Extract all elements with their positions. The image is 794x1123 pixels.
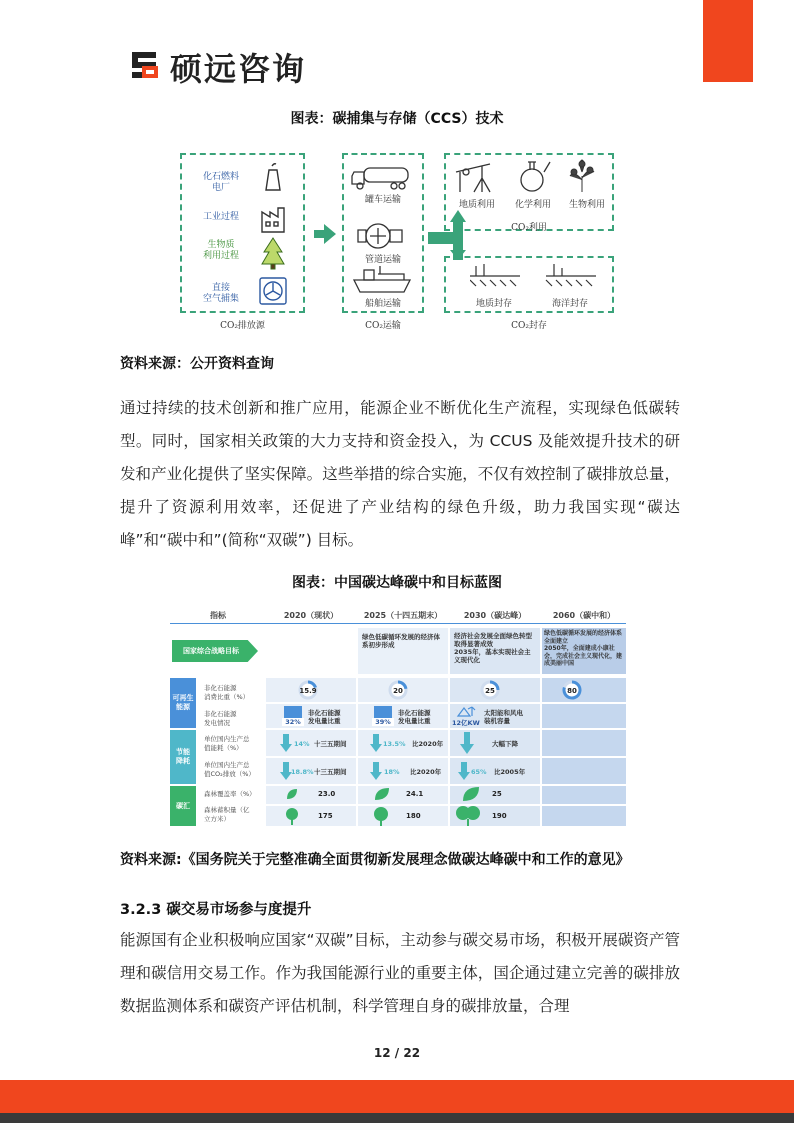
figure2-caption: 图表：中国碳达峰碳中和目标蓝图 xyxy=(292,575,502,591)
oil-pump-icon xyxy=(456,164,490,192)
figure1-caption: 图表：碳捕集与存储（CCS）技术 xyxy=(290,111,504,127)
factory-icon xyxy=(262,208,284,232)
row2-2025-text: 非化石能源 发电量比重 xyxy=(398,709,431,725)
row2-2020-text: 非化石能源 发电量比重 xyxy=(308,709,341,725)
utilization-label: CO₂利用 xyxy=(511,223,547,233)
emission-sources-label: CO₂排放源 xyxy=(220,321,265,331)
strategy-2060: 绿色低碳循环发展的经济体系全面建立 2050年，全面建成小康社会，完成社会主义现代化，建成美丽中国 xyxy=(544,630,623,667)
page-number: 12 / 22 xyxy=(373,1046,421,1060)
strategy-2030: 经济社会发展全面绿色转型取得显著成效 2035年，基本实现社会主义现代化 xyxy=(454,632,532,664)
storage-label: CO₂封存 xyxy=(511,321,547,331)
transport-pipeline-label: 管道运输 xyxy=(364,255,401,265)
tree-icon xyxy=(454,805,482,826)
row6-2020-value: 175 xyxy=(318,812,333,820)
logo-mark-icon xyxy=(128,48,162,82)
utilization-chem-label: 化学利用 xyxy=(514,200,551,210)
row4-2020-pct: 18.8% xyxy=(291,768,314,776)
ocean-storage-icon xyxy=(546,264,596,286)
leaf-icon xyxy=(374,787,390,801)
strategy-label: 国家综合战略目标 xyxy=(183,646,239,655)
row5-2020-value: 23.0 xyxy=(318,790,336,798)
source-power-plant-label: 化石燃料 电厂 xyxy=(202,172,239,193)
table-header-2030: 2030（碳达峰） xyxy=(463,611,527,620)
utilization-bio-label: 生物利用 xyxy=(568,200,605,210)
row4-2030-pct: 65% xyxy=(471,768,487,776)
row3-2025-pct: 13.5% xyxy=(383,740,406,748)
row3-2025-text: 比2020年 xyxy=(412,740,444,748)
row2-2030-text: 太阳能和风电 装机容量 xyxy=(484,709,523,725)
ship-icon xyxy=(354,266,410,292)
tank-truck-icon xyxy=(352,168,408,189)
row-label-4: 单位国内生产总 值CO₂排放（%） xyxy=(204,761,255,778)
flask-icon xyxy=(521,162,550,191)
utilization-geo-label: 地质利用 xyxy=(458,200,495,210)
row-label-3: 单位国内生产总 值能耗（%） xyxy=(204,735,250,752)
source-dac-label: 直接 空气捕集 xyxy=(202,283,239,304)
down-arrow-icon xyxy=(370,762,382,780)
tree-icon xyxy=(284,807,300,825)
row-label-5: 森林覆盖率（%） xyxy=(204,790,256,798)
utilization-icons xyxy=(452,158,612,198)
emission-sources-icons xyxy=(258,160,288,310)
transport-icons xyxy=(350,160,416,300)
down-arrow-icon xyxy=(460,732,474,754)
row2-2025-pct: 39% xyxy=(372,718,394,726)
table-header-2060: 2060（碳中和） xyxy=(552,611,616,620)
row6-2025-value: 180 xyxy=(406,812,421,820)
table-header-indicator: 指标 xyxy=(210,611,226,620)
row5-2030-value: 25 xyxy=(492,790,502,798)
source-biomass-label: 生物质 利用过程 xyxy=(202,240,239,261)
pipeline-icon xyxy=(358,224,402,248)
roadmap-table xyxy=(170,606,626,826)
table-header-2020: 2020（现状） xyxy=(283,611,339,620)
solar-wind-icon xyxy=(454,704,476,718)
row1-2060-value: 80 xyxy=(567,687,577,695)
down-arrow-icon xyxy=(458,762,470,780)
row2-2030-pct: 12亿KW xyxy=(452,719,480,727)
category-energy-saving: 节能 降耗 xyxy=(170,730,196,784)
tree-icon xyxy=(262,238,284,269)
transport-truck-label: 罐车运输 xyxy=(364,195,401,205)
figure1-source: 资料来源：公开资料查询 xyxy=(120,356,274,372)
row-label-2: 非化石能源 发电情况 xyxy=(204,710,237,727)
tree-icon xyxy=(370,806,392,826)
transport-label: CO₂运输 xyxy=(365,321,401,331)
row5-2025-value: 24.1 xyxy=(406,790,424,798)
category-renewable: 可再生 能源 xyxy=(170,678,196,728)
storage-icons xyxy=(470,262,600,290)
down-arrow-icon xyxy=(370,734,382,752)
row1-2020-value: 15.9 xyxy=(299,687,317,695)
row3-2020-text: 十三五期间 xyxy=(314,740,347,748)
strategy-2025: 绿色低碳循环发展的经济体系初步形成 xyxy=(362,633,440,649)
power-plant-icon xyxy=(266,164,280,190)
storage-geo-label: 地质封存 xyxy=(475,299,512,309)
leaf-icon xyxy=(286,788,298,800)
fan-icon xyxy=(260,278,286,304)
row1-2030-value: 25 xyxy=(485,687,495,695)
arrow-right-icon xyxy=(314,224,336,244)
source-industry-label: 工业过程 xyxy=(202,212,239,222)
body-paragraph-2: 能源国有企业积极响应国家“双碳”目标，主动参与碳交易市场，积极开展碳资产管理和碳信用交易工作。作为我国能源行业的重要主体，国企通过建立完善的碳排放数据监测体系和碳资产评估机制，科学管理自身的碳排放量，合理 xyxy=(120,931,680,1015)
row3-2020-pct: 14% xyxy=(294,740,310,748)
table-header-2025: 2025（十四五期末） xyxy=(363,611,443,620)
row1-2025-value: 20 xyxy=(393,687,403,695)
category-carbon-sink: 碳汇 xyxy=(170,786,196,826)
row3-2030-text: 大幅下降 xyxy=(492,740,518,748)
geological-storage-icon xyxy=(470,264,520,286)
figure2-source: 资料来源:《国务院关于完整准确全面贯彻新发展理念做碳达峰碳中和工作的意见》 xyxy=(120,852,630,868)
row4-2025-text: 比2020年 xyxy=(410,768,442,776)
footer-band xyxy=(0,1080,794,1113)
row6-2030-value: 190 xyxy=(492,812,507,820)
transport-ship-label: 船舶运输 xyxy=(364,299,401,309)
leaf-icon xyxy=(462,786,480,802)
logo-text: 硕远咨询 xyxy=(170,50,307,88)
plant-icon xyxy=(570,160,594,192)
row2-2020-pct: 32% xyxy=(282,718,304,726)
row4-2025-pct: 18% xyxy=(384,768,400,776)
storage-ocean-label: 海洋封存 xyxy=(551,299,588,309)
row4-2030-text: 比2005年 xyxy=(494,768,526,776)
row4-2020-text: 十三五期间 xyxy=(314,768,347,776)
section-heading: 3.2.3 碳交易市场参与度提升 xyxy=(120,902,312,918)
footer-dark-strip xyxy=(0,1113,794,1123)
row-label-6: 森林蓄积量（亿 立方米） xyxy=(204,806,250,823)
header-accent-tab xyxy=(703,0,753,82)
row-label-1: 非化石能源 消费比重（%） xyxy=(204,684,250,701)
body-paragraph-1: 通过持续的技术创新和推广应用，能源企业不断优化生产流程，实现绿色低碳转型。同时，国家相关政策的大力支持和资金投入，为 CCUS 及能效提升技术的研发和产业化提供了坚实保障。这些举措的综合实施，不仅有效控制了碳排放总量，提升了资源利用效率，还促进了产业结构的绿色升级，助力我国实现“碳达峰”和“碳中和”(简称“双碳”) 目标。 xyxy=(120,399,680,549)
down-arrow-icon xyxy=(280,734,292,752)
